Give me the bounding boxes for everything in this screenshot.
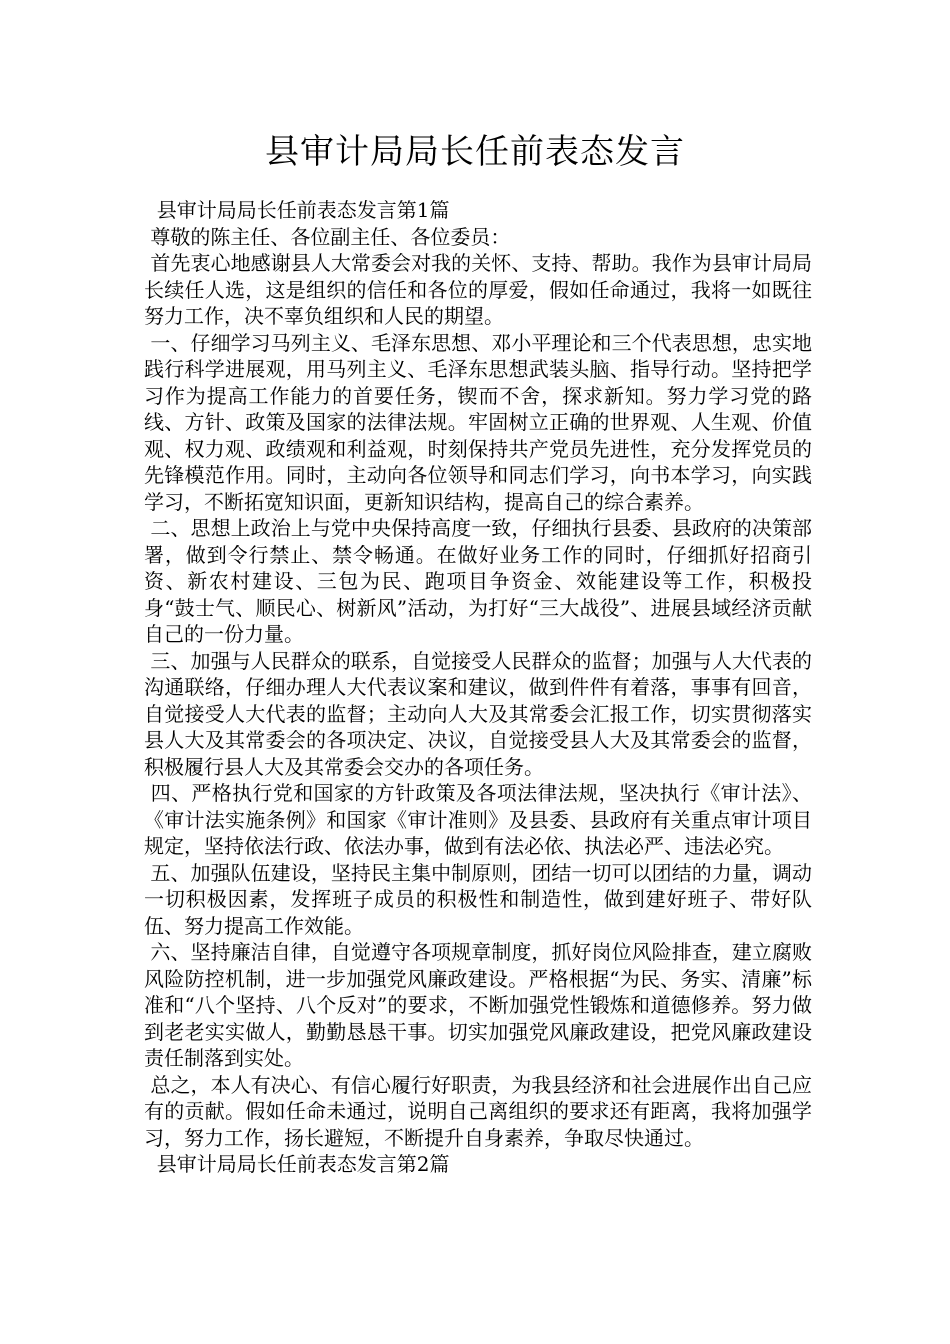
paragraph-point-4: 四、严格执行党和国家的方针政策及各项法律法规，坚决执行《审计法》、《审计法实施条例》和国家《审计准则》及县委、县政府有关重点审计项目规定，坚持依法行政、依法办事，做到有法必依、执法必严、违法必究。 xyxy=(144,781,813,858)
section-heading-1: 县审计局局长任前表态发言第1篇 xyxy=(144,198,450,222)
paragraph-point-5: 五、加强队伍建设，坚持民主集中制原则，团结一切可以团结的力量，调动一切积极因素，发挥班子成员的积极性和制造性，做到建好班子、带好队伍、努力提高工作效能。 xyxy=(144,860,813,938)
document-body xyxy=(144,197,812,1178)
paragraph-point-1: 一、仔细学习马列主义、毛泽东思想、邓小平理论和三个代表思想，忠实地践行科学进展观，用马列主义、毛泽东思想武装头脑、指导行动。坚持把学习作为提高工作能力的首要任务，锲而不舍，探求新知。努力学习党的路线、方针、政策及国家的法律法规。牢固树立正确的世界观、人生观、价值观、权力观、政绩观和利益观，时刻保持共产党员先进性，充分发挥党员的先锋模范作用。同时，主动向各位领导和同志们学习，向书本学习，向实践学习，不断拓宽知识面，更新知识结构，提高自己的综合素养。 xyxy=(144,330,813,514)
paragraph-point-2: 二、思想上政治上与党中央保持高度一致，仔细执行县委、县政府的决策部署，做到令行禁止、禁令畅通。在做好业务工作的同时，仔细抓好招商引资、新农村建设、三包为民、跑项目争资金、效能建设等工作，积极投身“鼓士气、顺民心、树新风”活动，为打好“三大战役”、进展县域经济贡献自己的一份力量。 xyxy=(144,516,813,646)
paragraph-intro: 首先衷心地感谢县人大常委会对我的关怀、支持、帮助。我作为县审计局局长续任人选，这是组织的信任和各位的厚爱，假如任命通过，我将一如既往努力工作，决不辜负组织和人民的期望。 xyxy=(144,251,813,328)
salutation: 尊敬的陈主任、各位副主任、各位委员： xyxy=(144,224,511,249)
paragraph-point-6: 六、坚持廉洁自律，自觉遵守各项规章制度，抓好岗位风险排查，建立腐败风险防控机制，进一步加强党风廉政建设。严格根据“为民、务实、清廉”标准和“八个坚持、八个反对”的要求，不断加强党性锻炼和道德修养。努力做到老老实实做人，勤勤恳恳干事。切实加强党风廉政建设，把党风廉政建设责任制落到实处。 xyxy=(144,940,813,1070)
section-heading-2: 县审计局局长任前表态发言第2篇 xyxy=(144,1152,450,1176)
paragraph-point-3: 三、加强与人民群众的联系，自觉接受人民群众的监督；加强与人大代表的沟通联络，仔细办理人大代表议案和建议，做到件件有着落，事事有回音，自觉接受人大代表的监督；主动向人大及其常委会汇报工作，切实贯彻落实县人大及其常委会的各项决定、决议，自觉接受县人大及其常委会的监督，积极履行县人大及其常委会交办的各项任务。 xyxy=(144,648,813,779)
document-title: 县审计局局长任前表态发言 xyxy=(265,132,685,172)
paragraph-conclusion: 总之，本人有决心、有信心履行好职责，为我县经济和社会进展作出自己应有的贡献。假如任命未通过，说明自己离组织的要求还有距离，我将加强学习，努力工作，扬长避短，不断提升自身素养，争取尽快通过。 xyxy=(144,1072,813,1150)
